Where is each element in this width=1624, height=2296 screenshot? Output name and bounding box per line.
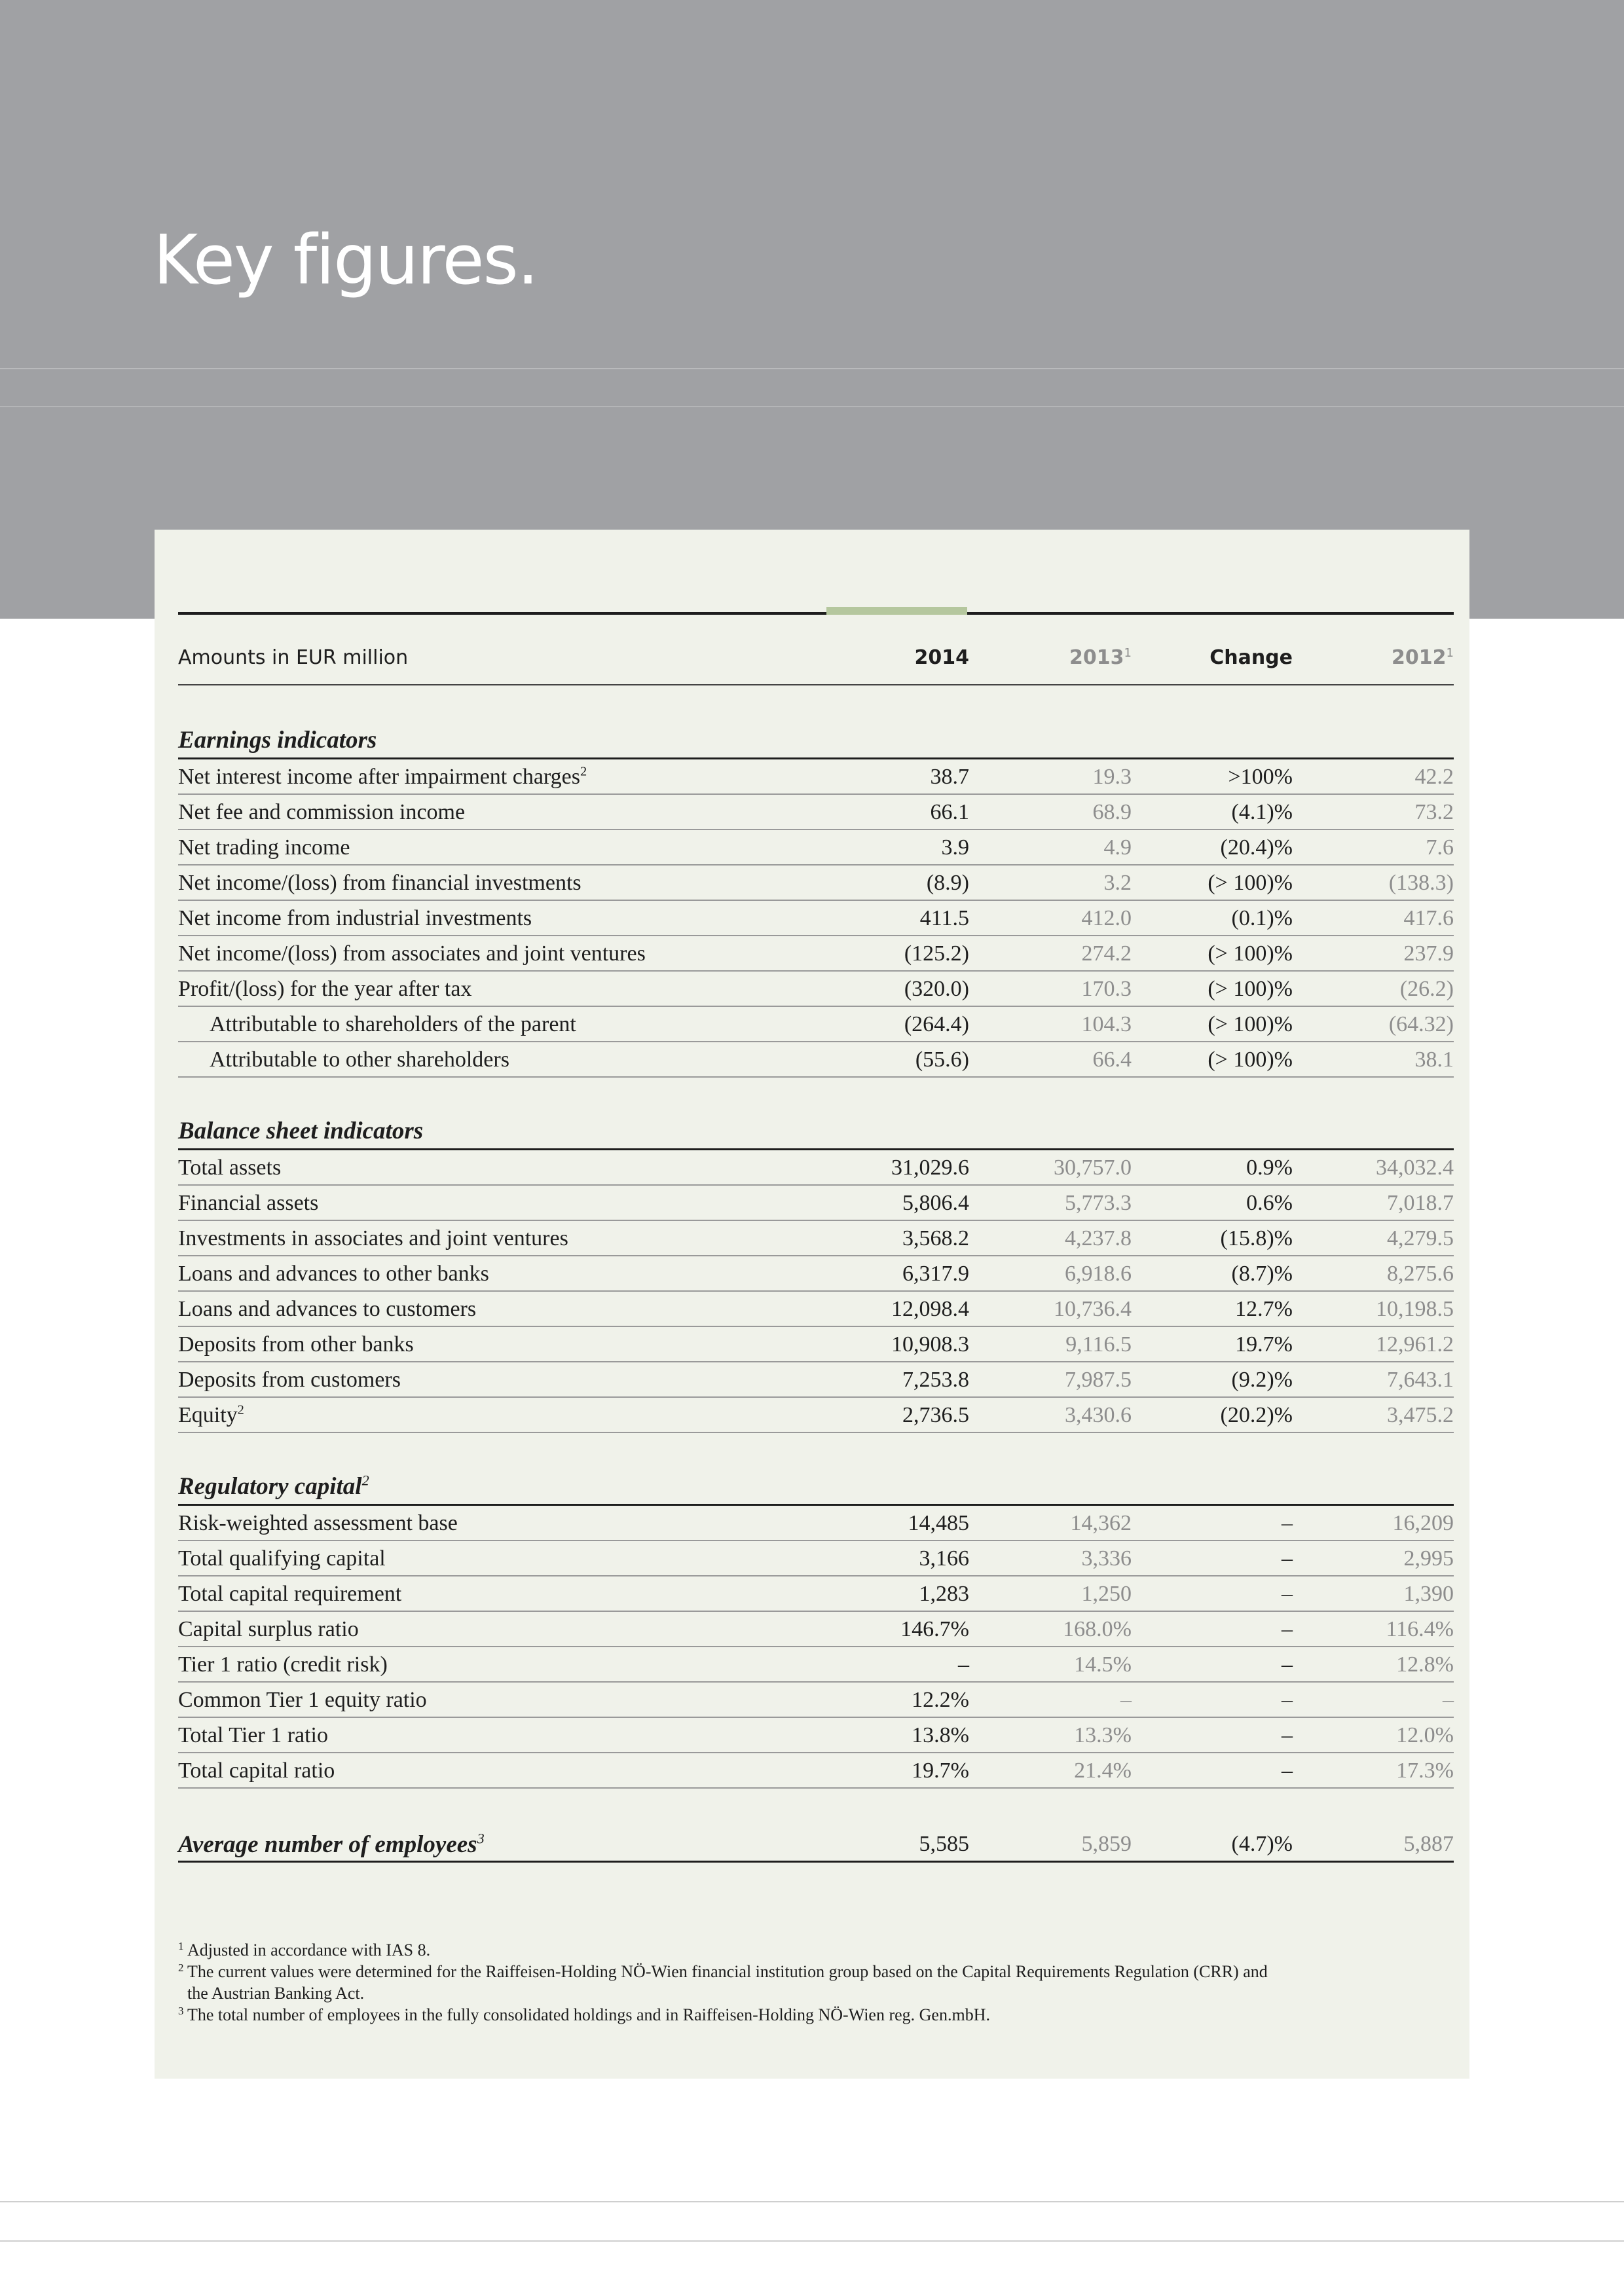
header-divider bbox=[0, 368, 1624, 369]
value-change: (> 100)% bbox=[1208, 1012, 1293, 1036]
value-change: 0.6% bbox=[1246, 1191, 1293, 1215]
table-row bbox=[178, 1042, 1454, 1078]
table-row bbox=[178, 1612, 1454, 1647]
value-2013: 168.0% bbox=[1063, 1617, 1132, 1641]
value-2013: 10,736.4 bbox=[1054, 1297, 1132, 1321]
footnote bbox=[178, 1961, 1454, 1982]
value-2012: 3,475.2 bbox=[1387, 1403, 1454, 1427]
table-row bbox=[178, 1221, 1454, 1256]
value-2012: 12,961.2 bbox=[1376, 1332, 1454, 1357]
row-label: Deposits from customers bbox=[178, 1368, 401, 1392]
value-2014: 13.8% bbox=[912, 1723, 969, 1747]
value-change: (> 100)% bbox=[1208, 941, 1293, 966]
value-2014: 5,585 bbox=[919, 1832, 969, 1856]
table-header-row bbox=[178, 615, 1454, 685]
value-2014: 66.1 bbox=[930, 800, 969, 824]
value-2013: 3.2 bbox=[1103, 871, 1132, 895]
value-2012: 2,995 bbox=[1403, 1546, 1454, 1571]
row-label: Total capital requirement bbox=[178, 1582, 402, 1606]
value-2013: 19.3 bbox=[1092, 765, 1132, 789]
section-title: Balance sheet indicators bbox=[178, 1114, 1454, 1150]
value-2012: – bbox=[1443, 1688, 1454, 1712]
value-2014: 3,568.2 bbox=[902, 1226, 969, 1250]
value-2013: 4.9 bbox=[1103, 835, 1132, 860]
row-label: Net income/(loss) from financial investments bbox=[178, 871, 581, 895]
value-2014: 12.2% bbox=[912, 1688, 969, 1712]
value-change: 19.7% bbox=[1235, 1332, 1293, 1357]
value-2012: 73.2 bbox=[1414, 800, 1454, 824]
value-2013: 9,116.5 bbox=[1065, 1332, 1132, 1357]
row-label: Net fee and commission income bbox=[178, 800, 466, 824]
value-change: – bbox=[1282, 1758, 1293, 1783]
row-label: Profit/(loss) for the year after tax bbox=[178, 977, 472, 1001]
table-row bbox=[178, 1150, 1454, 1186]
amounts-unit-label: Amounts in EUR million bbox=[178, 646, 409, 669]
value-2012: 116.4% bbox=[1386, 1617, 1454, 1641]
section-title: Earnings indicators bbox=[178, 723, 1454, 759]
value-2014: 146.7% bbox=[900, 1617, 969, 1641]
value-2012: (64.32) bbox=[1388, 1012, 1454, 1036]
value-2013: 66.4 bbox=[1092, 1048, 1132, 1072]
value-2013: 7,987.5 bbox=[1065, 1368, 1132, 1392]
value-2013: 5,859 bbox=[1081, 1832, 1132, 1856]
table-row bbox=[178, 830, 1454, 866]
value-change: >100% bbox=[1228, 765, 1293, 789]
value-2012: 4,279.5 bbox=[1387, 1226, 1454, 1250]
value-2013: 68.9 bbox=[1092, 800, 1132, 824]
value-2012: 7.6 bbox=[1426, 835, 1454, 860]
value-2012: 237.9 bbox=[1403, 941, 1454, 966]
value-2013: – bbox=[1120, 1688, 1132, 1712]
value-2012: 12.8% bbox=[1396, 1652, 1454, 1677]
value-change: (> 100)% bbox=[1208, 1048, 1293, 1072]
value-2012: 7,018.7 bbox=[1387, 1191, 1454, 1215]
header-band bbox=[0, 0, 1624, 619]
value-2012: (138.3) bbox=[1388, 871, 1454, 895]
table-row bbox=[178, 1647, 1454, 1683]
row-label: Deposits from other banks bbox=[178, 1332, 414, 1357]
value-2014: 6,317.9 bbox=[902, 1262, 969, 1286]
table-row bbox=[178, 1753, 1454, 1789]
value-2014: 5,806.4 bbox=[902, 1191, 969, 1215]
row-label: Common Tier 1 equity ratio bbox=[178, 1688, 427, 1712]
value-2013: 14,362 bbox=[1070, 1511, 1132, 1535]
table-row bbox=[178, 1398, 1454, 1433]
table-row bbox=[178, 1576, 1454, 1612]
earnings-rows bbox=[178, 759, 1454, 1078]
row-label: Net trading income bbox=[178, 835, 350, 860]
footer-divider bbox=[0, 2201, 1624, 2202]
value-change: 0.9% bbox=[1246, 1156, 1293, 1180]
value-2014: 38.7 bbox=[930, 765, 969, 789]
row-label: Loans and advances to customers bbox=[178, 1297, 477, 1321]
table-row bbox=[178, 1506, 1454, 1541]
footnote-text: Adjusted in accordance with IAS 8. bbox=[187, 1941, 431, 1959]
table-row bbox=[178, 901, 1454, 936]
value-2014: (125.2) bbox=[904, 941, 969, 966]
value-2014: (264.4) bbox=[904, 1012, 969, 1036]
value-change: – bbox=[1282, 1652, 1293, 1677]
footer-divider bbox=[0, 2240, 1624, 2242]
value-2014: 31,029.6 bbox=[891, 1156, 969, 1180]
regulatory-rows bbox=[178, 1506, 1454, 1789]
header-divider bbox=[0, 406, 1624, 407]
row-label: Net income from industrial investments bbox=[178, 906, 532, 930]
table-row bbox=[178, 1007, 1454, 1042]
value-2013: 14.5% bbox=[1074, 1652, 1132, 1677]
value-2013: 170.3 bbox=[1081, 977, 1132, 1001]
value-change: – bbox=[1282, 1617, 1293, 1641]
value-2012: 38.1 bbox=[1414, 1048, 1454, 1072]
value-2012: 10,198.5 bbox=[1376, 1297, 1454, 1321]
row-label: Net interest income after impairment charges$^2$ bbox=[178, 764, 587, 789]
footnote-text: the Austrian Banking Act. bbox=[187, 1984, 365, 2003]
value-2013: 30,757.0 bbox=[1054, 1156, 1132, 1180]
employees-label: Average number of employees$^3$ bbox=[178, 1830, 485, 1858]
value-2014: 12,098.4 bbox=[891, 1297, 969, 1321]
value-change: (> 100)% bbox=[1208, 977, 1293, 1001]
table-row bbox=[178, 972, 1454, 1007]
table-row bbox=[178, 1327, 1454, 1362]
value-2014: 3,166 bbox=[919, 1546, 969, 1571]
value-2013: 21.4% bbox=[1074, 1758, 1132, 1783]
value-2014: (320.0) bbox=[904, 977, 969, 1001]
table-row bbox=[178, 759, 1454, 795]
value-2012: 7,643.1 bbox=[1387, 1368, 1454, 1392]
row-label: Tier 1 ratio (credit risk) bbox=[178, 1652, 388, 1677]
value-2014: 7,253.8 bbox=[902, 1368, 969, 1392]
column-header-2012: 2012$^1$ bbox=[1392, 646, 1454, 669]
row-label: Risk-weighted assessment base bbox=[178, 1511, 458, 1535]
column-header-change: Change bbox=[1209, 646, 1293, 669]
row-label: Financial assets bbox=[178, 1191, 319, 1215]
value-2013: 3,430.6 bbox=[1065, 1403, 1132, 1427]
value-2012: 17.3% bbox=[1396, 1758, 1454, 1783]
table-row bbox=[178, 1718, 1454, 1753]
value-change: (20.2)% bbox=[1220, 1403, 1293, 1427]
value-change: – bbox=[1282, 1688, 1293, 1712]
value-2014: 1,283 bbox=[919, 1582, 969, 1606]
value-change: (20.4)% bbox=[1220, 835, 1293, 860]
key-figures-table bbox=[178, 612, 1454, 1863]
value-2013: 6,918.6 bbox=[1065, 1262, 1132, 1286]
value-2013: 3,336 bbox=[1081, 1546, 1132, 1571]
value-change: (4.1)% bbox=[1231, 800, 1293, 824]
row-label: Investments in associates and joint ventures bbox=[178, 1226, 568, 1250]
value-change: 12.7% bbox=[1235, 1297, 1293, 1321]
value-2012: (26.2) bbox=[1399, 977, 1454, 1001]
value-change: (> 100)% bbox=[1208, 871, 1293, 895]
value-change: – bbox=[1282, 1546, 1293, 1571]
value-2012: 8,275.6 bbox=[1387, 1262, 1454, 1286]
value-2014: 14,485 bbox=[908, 1511, 969, 1535]
value-2014: (55.6) bbox=[915, 1048, 969, 1072]
value-2013: 1,250 bbox=[1081, 1582, 1132, 1606]
employees-row bbox=[178, 1825, 1454, 1863]
column-header-2013: 2013$^1$ bbox=[1069, 646, 1132, 669]
value-change: (8.7)% bbox=[1231, 1262, 1293, 1286]
table-row bbox=[178, 1541, 1454, 1576]
row-label: Total capital ratio bbox=[178, 1758, 335, 1783]
table-row bbox=[178, 1256, 1454, 1292]
value-2012: 1,390 bbox=[1403, 1582, 1454, 1606]
value-2013: 4,237.8 bbox=[1065, 1226, 1132, 1250]
column-header-2014: 2014 bbox=[914, 646, 969, 669]
table-row bbox=[178, 795, 1454, 830]
value-change: (9.2)% bbox=[1231, 1368, 1293, 1392]
table-row bbox=[178, 1292, 1454, 1327]
value-2014: 3.9 bbox=[941, 835, 969, 860]
footnotes bbox=[178, 1939, 1454, 2026]
page-title: Key figures. bbox=[153, 220, 538, 300]
value-2014: 2,736.5 bbox=[902, 1403, 969, 1427]
column-accent-bar bbox=[826, 607, 967, 615]
row-label: Total assets bbox=[178, 1156, 282, 1180]
section-title: Regulatory capital$^2$ bbox=[178, 1470, 1454, 1506]
footnote-mark: 2 bbox=[178, 1961, 184, 1974]
value-2013: 412.0 bbox=[1081, 906, 1132, 930]
value-2013: 274.2 bbox=[1081, 941, 1132, 966]
value-2014: 411.5 bbox=[919, 906, 969, 930]
row-label: Attributable to shareholders of the parent bbox=[210, 1012, 576, 1036]
footnote-text: The current values were determined for the Raiffeisen-Holding NÖ-Wien financial institution group based on the Capital Requirements Regulation (CRR) and bbox=[187, 1962, 1268, 1981]
value-change: – bbox=[1282, 1723, 1293, 1747]
row-label: Loans and advances to other banks bbox=[178, 1262, 489, 1286]
footnote-mark: 1 bbox=[178, 1940, 184, 1952]
row-label: Capital surplus ratio bbox=[178, 1617, 359, 1641]
value-change: (4.7)% bbox=[1231, 1832, 1293, 1856]
row-label: Total Tier 1 ratio bbox=[178, 1723, 329, 1747]
value-2012: 417.6 bbox=[1403, 906, 1454, 930]
value-change: – bbox=[1282, 1582, 1293, 1606]
footnote bbox=[178, 1939, 1454, 1961]
footnote bbox=[178, 1982, 1454, 2004]
value-2013: 5,773.3 bbox=[1065, 1191, 1132, 1215]
value-2014: (8.9) bbox=[926, 871, 969, 895]
value-2014: 10,908.3 bbox=[891, 1332, 969, 1357]
balance-rows bbox=[178, 1150, 1454, 1433]
footnote-text: The total number of employees in the fully consolidated holdings and in Raiffeisen-Holding NÖ-Wien reg. Gen.mbH. bbox=[187, 2005, 990, 2024]
value-2013: 13.3% bbox=[1074, 1723, 1132, 1747]
footnote-mark: 3 bbox=[178, 2005, 184, 2017]
table-row bbox=[178, 866, 1454, 901]
table-row bbox=[178, 1186, 1454, 1221]
value-change: (15.8)% bbox=[1220, 1226, 1293, 1250]
table-row bbox=[178, 1683, 1454, 1718]
value-2012: 12.0% bbox=[1396, 1723, 1454, 1747]
value-2012: 5,887 bbox=[1403, 1832, 1454, 1856]
table-row bbox=[178, 1362, 1454, 1398]
value-2014: 19.7% bbox=[912, 1758, 969, 1783]
value-2014: – bbox=[958, 1652, 969, 1677]
table-row bbox=[178, 936, 1454, 972]
value-2012: 42.2 bbox=[1414, 765, 1454, 789]
footnote bbox=[178, 2004, 1454, 2026]
value-2012: 34,032.4 bbox=[1376, 1156, 1454, 1180]
earnings-section bbox=[178, 723, 1454, 1078]
balance-section bbox=[178, 1114, 1454, 1433]
value-change: – bbox=[1282, 1511, 1293, 1535]
row-label: Net income/(loss) from associates and joint ventures bbox=[178, 941, 646, 966]
value-2013: 104.3 bbox=[1081, 1012, 1132, 1036]
value-2012: 16,209 bbox=[1392, 1511, 1454, 1535]
value-change: (0.1)% bbox=[1231, 906, 1293, 930]
row-label: Attributable to other shareholders bbox=[210, 1048, 509, 1072]
row-label: Total qualifying capital bbox=[178, 1546, 386, 1571]
row-label: Equity$^2$ bbox=[178, 1402, 244, 1427]
regulatory-section bbox=[178, 1470, 1454, 1789]
